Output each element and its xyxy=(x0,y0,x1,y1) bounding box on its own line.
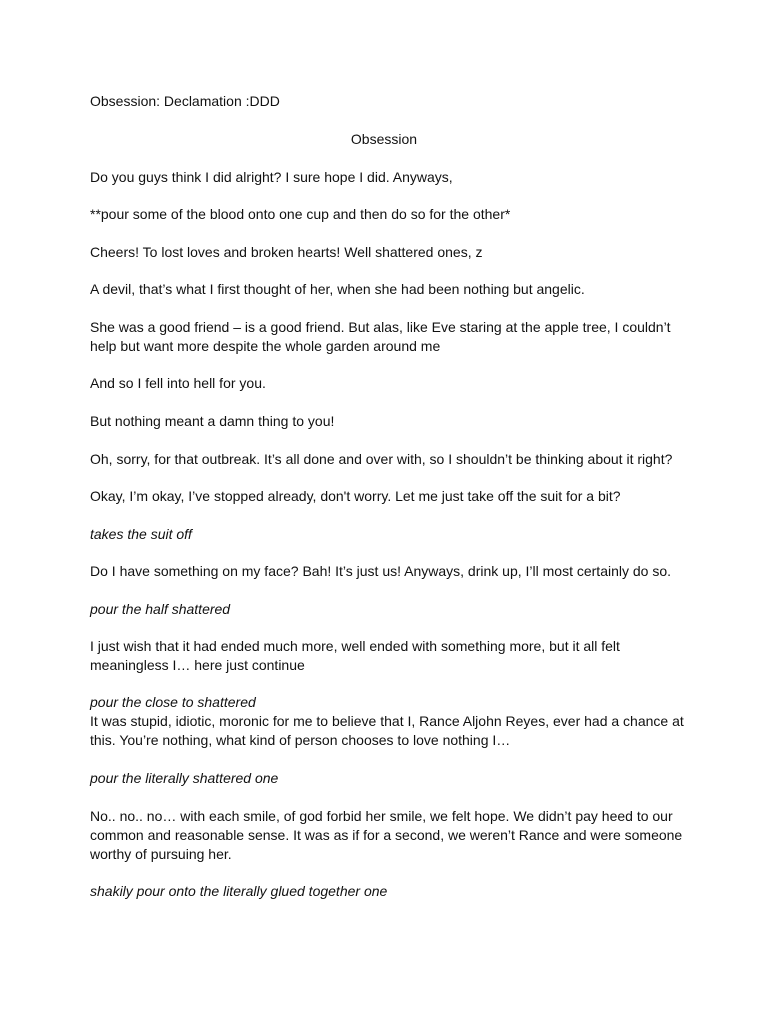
paragraph: No.. no.. no… with each smile, of god forbid her smile, we felt hope. We didn’t pay heed to our common and reasonable sense. It was as if for a second, we weren’t Rance and were someone worthy of pursuing her. xyxy=(90,808,683,862)
document-heading: Obsession: Declamation :DDD xyxy=(90,93,280,109)
paragraph: Cheers! To lost loves and broken hearts! Well shattered ones, z xyxy=(90,244,483,260)
stage-direction: takes the suit off xyxy=(90,526,192,542)
paragraph: Do you guys think I did alright? I sure hope I did. Anyways, xyxy=(90,169,453,185)
paragraph: **pour some of the blood onto one cup and then do so for the other* xyxy=(90,206,511,222)
paragraph: But nothing meant a damn thing to you! xyxy=(90,413,335,429)
document-title: Obsession xyxy=(350,131,418,147)
paragraph: I just wish that it had ended much more, well ended with something more, but it all felt meaningless I… here just continue xyxy=(90,638,620,673)
paragraph: A devil, that’s what I first thought of her, when she had been nothing but angelic. xyxy=(90,281,585,297)
stage-direction: shakily pour onto the literally glued together one xyxy=(90,883,388,899)
stage-direction: pour the close to shattered xyxy=(90,694,256,710)
paragraph: Okay, I’m okay, I’ve stopped already, don't worry. Let me just take off the suit for a bit? xyxy=(90,488,621,504)
paragraph: It was stupid, idiotic, moronic for me to believe that I, Rance Aljohn Reyes, ever had a chance at this. You’re nothing, what kind of person chooses to love nothing I… xyxy=(90,713,684,748)
paragraph: She was a good friend – is a good friend. But alas, like Eve staring at the apple tree, I couldn’t help but want more despite the whole garden around me xyxy=(90,319,671,354)
stage-direction: pour the literally shattered one xyxy=(90,770,279,786)
paragraph: Do I have something on my face? Bah! It’s just us! Anyways, drink up, I’ll most certainly do so. xyxy=(90,563,672,579)
paragraph: Oh, sorry, for that outbreak. It’s all done and over with, so I shouldn’t be thinking about it right? xyxy=(90,451,673,467)
paragraph: And so I fell into hell for you. xyxy=(90,375,266,391)
stage-direction: pour the half shattered xyxy=(90,601,231,617)
